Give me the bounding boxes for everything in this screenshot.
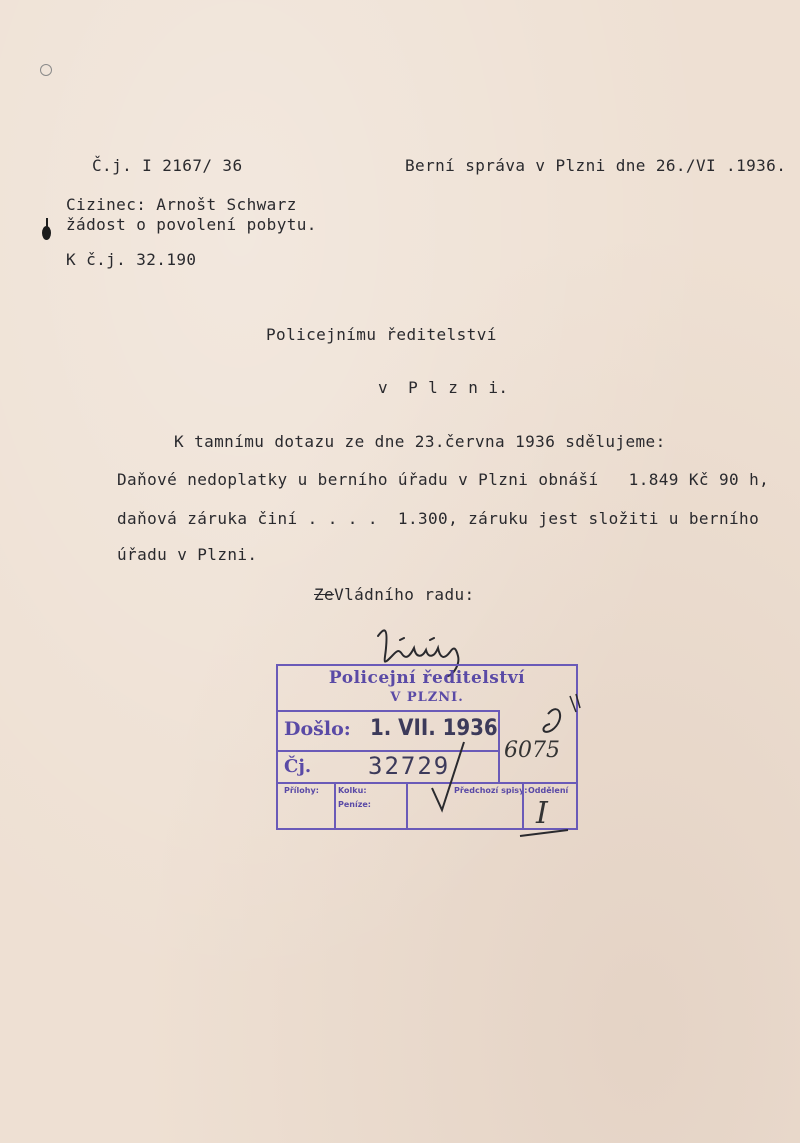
addressee-line-2: v P l z n i. [378,378,509,397]
stamp-divider [406,782,408,830]
stamp-cj-label: Čj. [284,756,312,777]
body-line-2: Daňové nedoplatky u berního úřadu v Plzni obnáší 1.849 Kč 90 h, [117,470,770,489]
stamp-col-oddeleni: Oddělení [528,786,569,795]
stamp-city: V PLZNI. [390,690,464,705]
ink-mark [42,226,51,240]
stamp-col-penize: Peníze: [338,800,372,809]
body-line-3: daňová záruka činí . . . . 1.300, záruku jest složiti u berního [117,509,760,528]
stamp-col-spisy: Předchozí spisy: [454,786,528,795]
place-and-date: Berní správa v Plzni dne 26./VI .1936. [405,156,787,175]
stamp-received-date: 1. VII. 1936 [370,716,498,741]
stamp-col-prilohy: Přílohy: [284,786,319,795]
closing-struck: Ze [314,585,335,604]
related-reference: K č.j. 32.190 [66,250,197,269]
subject-line-2: žádost o povolení pobytu. [66,215,317,234]
body-line-4: úřadu v Plzni. [117,545,258,564]
subject-line-1: Cizinec: Arnošt Schwarz [66,195,297,214]
stamp-received-label: Došlo: [284,718,351,740]
reference-number: Č.j. I 2167/ 36 [92,156,243,175]
closing-text: Vládního radu: [334,585,475,604]
stamp-divider [334,782,336,830]
handwritten-section: I [536,796,548,831]
stamp-cj-number: 32729 [368,752,451,780]
addressee-line-1: Policejnímu ředitelství [266,325,497,344]
stamp-col-kolku: Kolku: [338,786,367,795]
stamp-title: Policejní ředitelství [328,668,526,688]
closing [314,585,475,604]
body-line-1: K tamnímu dotazu ze dne 23.června 1936 sdělujeme: [174,432,666,451]
handwritten-checkmarks [420,690,590,850]
handwritten-number: 6075 [504,738,560,763]
punch-hole [40,64,52,76]
